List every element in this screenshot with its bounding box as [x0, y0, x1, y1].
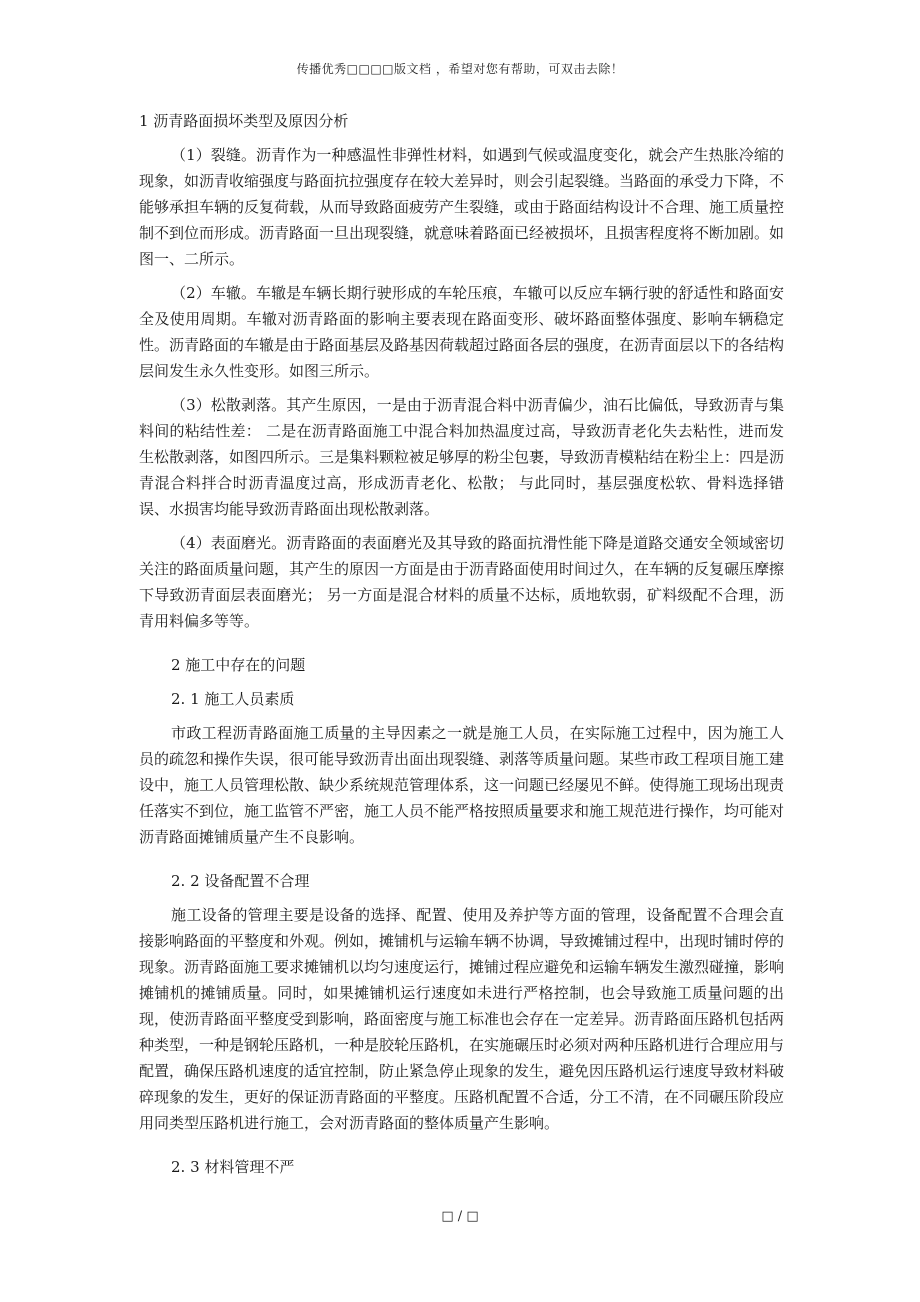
paragraph-personnel: 市政工程沥青路面施工质量的主导因素之一就是施工人员，在实际施工过程中，因为施工人员的疏忽和操作失误，很可能导致沥青出面出现裂缝、剥落等质量问题。某些市政工程项目施工建设中，施工人员管理松散、缺少系统规范管理体系，这一问题已经屡见不鲜。使得施工现场出现责任落实不到位，施工监管不严密，施工人员不能严格按照质量要求和施工规范进行操作，均可能对沥青路面摊铺质量产生不良影响。: [139, 724, 785, 846]
paragraph-raveling: （3）松散剥落。其产生原因，一是由于沥青混合料中沥青偏少，油石比偏低，导致沥青与集料间的粘结性差： 二是在沥青路面施工中混合料加热温度过高，导致沥青老化失去粘性，进而发生松散剥落，如图四所示。三是集料颗粒被足够厚的粉尘包裹，导致沥青模粘结在粉尘上：四是沥青混合料拌合时沥青温度过高，形成沥青老化、松散； 与此同时，基层强度松软、骨料选择错误、水损害均能导致沥青路面出现松散剥落。: [139, 396, 785, 518]
paragraph-rutting: （2）车辙。车辙是车辆长期行驶形成的车轮压痕，车辙可以反应车辆行驶的舒适性和路面安全及使用周期。车辙对沥青路面的影响主要表现在路面变形、破坏路面整体强度、影响车辆稳定性。沥青路面的车辙是由于路面基层及路基因荷载超过路面各层的强度，在沥青面层以下的各结构层间发生永久性变形。如图三所示。: [139, 284, 785, 380]
document-body: [139, 108, 784, 1188]
section-1-heading: 1 沥青路面损坏类型及原因分析: [139, 112, 349, 130]
paragraph-polishing: （4）表面磨光。沥青路面的表面磨光及其导致的路面抗滑性能下降是道路交通安全领域密切关注的路面质量问题，其产生的原因一方面是由于沥青路面使用时间过久，在车辆的反复碾压摩擦下导致沥青面层表面磨光； 另一方面是混合材料的质量不达标，质地软弱，矿料级配不合理，沥青用料偏多等等。: [139, 534, 785, 630]
paragraph-cracks: （1）裂缝。沥青作为一种感温性非弹性材料，如遇到气候或温度变化，就会产生热胀冷缩的现象，如沥青收缩强度与路面抗拉强度存在较大差异时，则会引起裂缝。当路面的承受力下降，不能够承担车辆的反复荷载，从而导致路面疲劳产生裂缝，或由于路面结构设计不合理、施工质量控制不到位而形成。沥青路面一旦出现裂缝，就意味着路面已经被损坏，且损害程度将不断加剧。如图一、二所示。: [139, 146, 785, 268]
section-2-3-heading: 2. 3 材料管理不严: [171, 1158, 295, 1176]
page-header: 传播优秀□□□□版文档 ，希望对您有帮助，可双击去除！: [296, 62, 624, 76]
paragraph-equipment: 施工设备的管理主要是设备的选择、配置、使用及养护等方面的管理，设备配置不合理会直接影响路面的平整度和外观。例如，摊铺机与运输车辆不协调，导致摊铺过程中，出现时铺时停的现象。沥青路面施工要求摊铺机以均匀速度运行，摊铺过程应避免和运输车辆发生激烈碰撞，影响摊铺机的摊铺质量。同时，如果摊铺机运行速度如未进行严格控制，也会导致施工质量问题的出现，使沥青路面平整度受到影响，路面密度与施工标准也会存在一定差异。沥青路面压路机包括两种类型，一种是钢轮压路机，一种是胶轮压路机，在实施碾压时必须对两种压路机进行合理应用与配置，确保压路机速度的适宜控制，防止紧急停止现象的发生，避免因压路机运行速度导致材料破碎现象的发生，更好的保证沥青路面的平整度。压路机配置不合适，分工不清，在不同碾压阶段应用同类型压路机进行施工，会对沥青路面的整体质量产生影响。: [139, 906, 785, 1132]
section-2-1-heading: 2. 1 施工人员素质: [171, 690, 295, 708]
page-number: □ / □: [441, 1209, 479, 1224]
section-2-heading: 2 施工中存在的问题: [171, 656, 306, 674]
section-2-2-heading: 2. 2 设备配置不合理: [171, 872, 310, 890]
